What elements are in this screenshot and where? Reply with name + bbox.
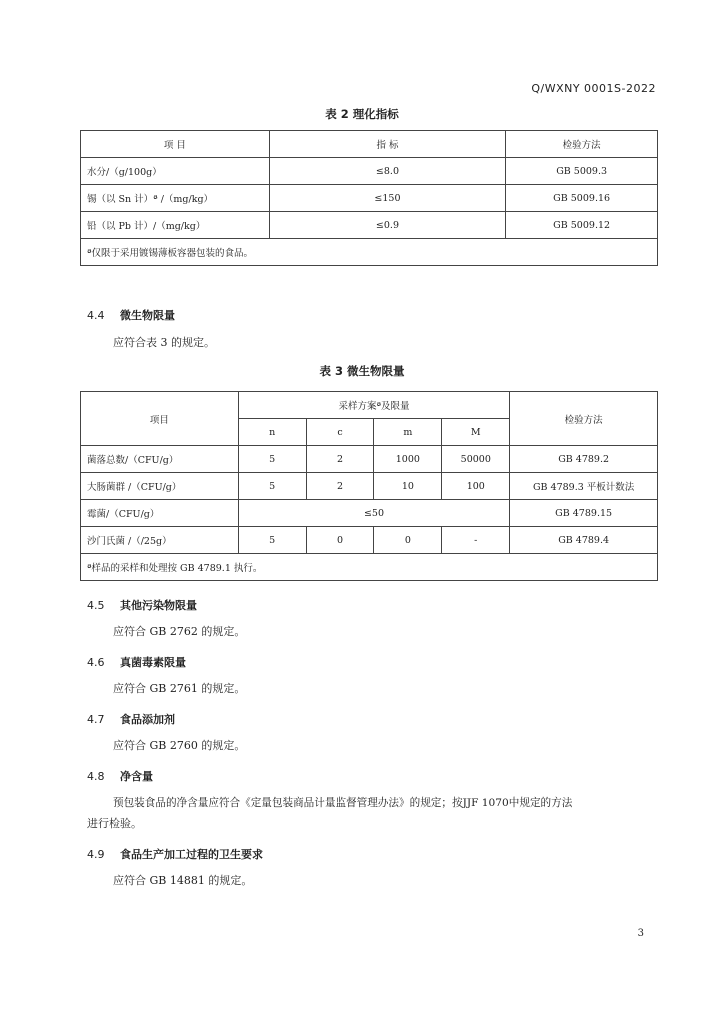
- table-row: [81, 185, 658, 212]
- section-4-5-text: 应符合 GB 2762 的规定。: [113, 625, 246, 638]
- table-cell: 0: [306, 527, 374, 554]
- table-cell: GB 4789.2: [510, 446, 658, 473]
- table-cell: 10: [374, 473, 442, 500]
- table-cell: 铅（以 Pb 计）/（mg/kg）: [81, 212, 270, 239]
- table-row: [81, 500, 658, 527]
- table3: [80, 391, 658, 581]
- section-title: 其他污染物限量: [120, 599, 197, 612]
- table-cell: ≤8.0: [269, 158, 506, 185]
- section-4-8-heading: [87, 768, 153, 784]
- section-4-8-text-line2: 进行检验。: [87, 817, 142, 830]
- table-cell: GB 5009.3: [506, 158, 658, 185]
- subheader-n: n: [238, 419, 306, 446]
- section-number: 4.8: [87, 770, 105, 783]
- table-row: [81, 212, 658, 239]
- subheader-c: c: [306, 419, 374, 446]
- standard-code: Q/WXNY 0001S-2022: [531, 82, 656, 95]
- table-cell: GB 5009.12: [506, 212, 658, 239]
- table2: [80, 130, 658, 266]
- section-number: 4.4: [87, 309, 105, 322]
- subheader-M: M: [442, 419, 510, 446]
- section-4-6-text: 应符合 GB 2761 的规定。: [113, 682, 246, 695]
- section-4-5-heading: [87, 597, 197, 613]
- table2-caption: 表 2 理化指标: [325, 107, 399, 121]
- page-number: 3: [637, 928, 644, 939]
- table-cell: ≤0.9: [269, 212, 506, 239]
- subheader-m: m: [374, 419, 442, 446]
- table2-footnote: ª仅限于采用镀锡薄板容器包装的食品。: [81, 239, 658, 266]
- table-cell: -: [442, 527, 510, 554]
- section-number: 4.7: [87, 713, 105, 726]
- table-cell: 锡（以 Sn 计）ª /（mg/kg）: [81, 185, 270, 212]
- table2-header-index: 指 标: [269, 131, 506, 158]
- table-row: [81, 446, 658, 473]
- section-number: 4.5: [87, 599, 105, 612]
- section-4-9-heading: [87, 846, 263, 862]
- section-4-6-heading: [87, 654, 186, 670]
- table3-header-item: 项目: [81, 392, 239, 446]
- table-cell: GB 4789.4: [510, 527, 658, 554]
- section-title: 食品添加剂: [120, 713, 175, 726]
- table3-caption: 表 3 微生物限量: [319, 364, 405, 378]
- section-4-7-heading: [87, 711, 175, 727]
- table3-header-plan: 采样方案ª及限量: [238, 392, 510, 419]
- section-4-4-heading: [87, 307, 175, 323]
- table-cell: 沙门氏菌 /（/25g）: [81, 527, 239, 554]
- table3-header-method: 检验方法: [510, 392, 658, 446]
- table-cell: 5: [238, 527, 306, 554]
- table3-footnote: ª样品的采样和处理按 GB 4789.1 执行。: [81, 554, 658, 581]
- table2-header-method: 检验方法: [506, 131, 658, 158]
- table-cell: ≤150: [269, 185, 506, 212]
- table2-header-item: 项 目: [81, 131, 270, 158]
- table-cell: 水分/（g/100g）: [81, 158, 270, 185]
- table-cell: 2: [306, 473, 374, 500]
- table2-header-row: [81, 131, 658, 158]
- table-cell: 菌落总数/（CFU/g）: [81, 446, 239, 473]
- table-cell: 大肠菌群 /（CFU/g）: [81, 473, 239, 500]
- section-title: 微生物限量: [120, 309, 175, 322]
- table-cell: GB 5009.16: [506, 185, 658, 212]
- table-row: [81, 473, 658, 500]
- table3-header-row: [81, 392, 658, 419]
- section-4-7-text: 应符合 GB 2760 的规定。: [113, 739, 246, 752]
- section-number: 4.6: [87, 656, 105, 669]
- section-4-8-text-line1: 预包装食品的净含量应符合《定量包装商品计量监督管理办法》的规定；按JJF 1070中规定的方法: [113, 797, 573, 809]
- table-row: [81, 158, 658, 185]
- section-4-9-text: 应符合 GB 14881 的规定。: [113, 874, 253, 887]
- table-cell: 50000: [442, 446, 510, 473]
- table3-note-row: [81, 554, 658, 581]
- table-cell: 5: [238, 473, 306, 500]
- table2-note-row: [81, 239, 658, 266]
- section-number: 4.9: [87, 848, 105, 861]
- section-title: 食品生产加工过程的卫生要求: [120, 848, 263, 861]
- table-cell: 100: [442, 473, 510, 500]
- table-cell: GB 4789.3 平板计数法: [510, 473, 658, 500]
- table-row: [81, 527, 658, 554]
- table-cell: GB 4789.15: [510, 500, 658, 527]
- table-cell: 霉菌/（CFU/g）: [81, 500, 239, 527]
- section-title: 净含量: [120, 770, 153, 783]
- table-cell: 5: [238, 446, 306, 473]
- table-cell: 1000: [374, 446, 442, 473]
- table-cell: 0: [374, 527, 442, 554]
- section-4-4-text: 应符合表 3 的规定。: [113, 336, 215, 349]
- table-cell: 2: [306, 446, 374, 473]
- table-cell: ≤50: [238, 500, 510, 527]
- section-title: 真菌毒素限量: [120, 656, 186, 669]
